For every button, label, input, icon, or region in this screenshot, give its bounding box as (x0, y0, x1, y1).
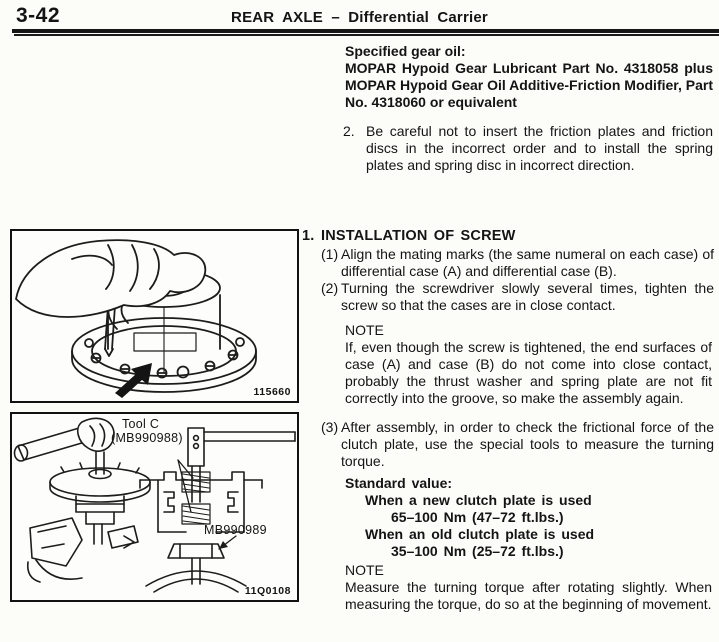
note-1-text: If, even though the screw is tightened, the end surfaces of case (A) and case (B) do not come into close contact, probably the thrust washer and spring plate are not fit correctly into the groove, so make the assembly again. (345, 339, 712, 406)
header-title: REAR AXLE – Differential Carrier (231, 9, 488, 26)
caution-item-text: Be careful not to insert the friction plates and friction discs in the incorrect order and to install the spring plates and spring disc in incorrect direction. (366, 123, 713, 173)
caution-item-2 (343, 123, 713, 174)
gear-oil-body: MOPAR Hypoid Gear Lubricant Part No. 4318058 plus MOPAR Hypoid Gear Oil Additive-Friction Modifier, Part No. 4318060 or equivalent (345, 60, 713, 110)
step-3 (302, 419, 714, 470)
page-number: 3-42 (16, 4, 61, 27)
step-1-number: (1) (321, 246, 339, 262)
standard-value-heading: Standard value: (345, 475, 453, 491)
standard-value-block (345, 475, 714, 560)
mb990989-label: MB990989 (204, 523, 267, 537)
note-block-2 (345, 562, 712, 613)
step-2-number: (2) (321, 280, 339, 296)
tool-c-label: Tool C (122, 417, 160, 431)
standard-value-condition-new: When a new clutch plate is used (365, 492, 592, 508)
gear-oil-heading: Specified gear oil: (345, 43, 466, 59)
figure-differential-case (10, 229, 299, 403)
standard-value-torque-new: 65–100 Nm (47–72 ft.lbs.) (391, 509, 564, 525)
note-1-label: NOTE (345, 322, 384, 338)
header-rule (12, 29, 719, 33)
step-1-text: Align the mating marks (the same numeral on each case) of differential case (A) and differential case (B). (341, 246, 714, 279)
step-2 (302, 280, 714, 314)
section-title: INSTALLATION OF SCREW (321, 228, 516, 244)
section-number: 1. (302, 228, 315, 244)
section-heading (302, 228, 714, 244)
step-3-text: After assembly, in order to check the frictional force of the clutch plate, use the special tools to measure the turning torque. (341, 419, 714, 469)
differential-case-illustration (12, 231, 297, 401)
note-block-1 (345, 322, 712, 407)
figure-code-label: 115660 (253, 386, 291, 398)
standard-value-torque-old: 35–100 Nm (25–72 ft.lbs.) (391, 543, 564, 559)
section-installation-of-screw (302, 228, 714, 613)
gear-oil-spec (345, 43, 713, 111)
figure-code-label: 11Q0108 (244, 585, 291, 597)
step-2-text: Turning the screwdriver slowly several times, tighten the screw so that the cases are in close contact. (341, 280, 714, 313)
caution-item-number: 2. (343, 123, 355, 139)
note-2-label: NOTE (345, 562, 384, 578)
step-3-number: (3) (321, 419, 339, 435)
tool-c-part-number-label: (MB990988) (111, 431, 183, 445)
figure-torque-measurement (10, 412, 299, 602)
step-1 (302, 246, 714, 280)
note-2-text: Measure the turning torque after rotating slightly. When measuring the torque, do so at the beginning of movement. (345, 579, 712, 612)
standard-value-condition-old: When an old clutch plate is used (365, 526, 595, 542)
